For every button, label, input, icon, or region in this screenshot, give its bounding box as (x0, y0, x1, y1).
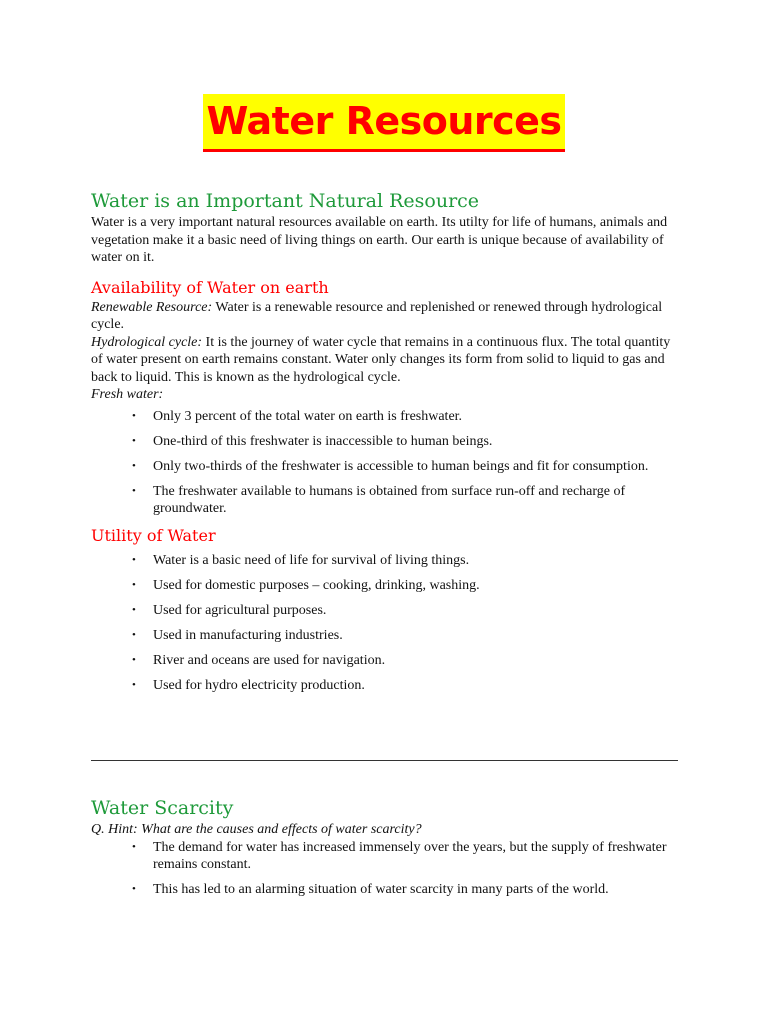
fresh-water-label: Fresh water: (91, 387, 164, 402)
section-heading-scarcity: Water Scarcity (91, 797, 234, 819)
bullet-icon: • (132, 579, 136, 591)
renewable-resource-text: Water is a renewable resource and replenished or renewed through hydrological cycle. (91, 299, 663, 332)
list-item: • Only two-thirds of the freshwater is accessible to human beings and fit for consumption. (132, 458, 649, 474)
section-paragraph-important-resource: Water is a very important natural resources available on earth. Its utilty for life of humans, animals and vegetation make it a basic need of living things on earth. Our earth is unique because of availability of water on it. (91, 215, 668, 265)
bullet-icon: • (132, 459, 136, 472)
renewable-resource-label: Renewable Resource: (91, 299, 213, 315)
list-item: • Only 3 percent of the total water on earth is freshwater. (132, 408, 463, 424)
bullet-icon: • (132, 629, 136, 641)
list-item: • River and oceans are used for navigation. (132, 653, 386, 668)
section-heading-availability: Availability of Water on earth (91, 277, 329, 297)
section-heading-important-resource: Water is an Important Natural Resource (91, 190, 480, 212)
list-item: • The demand for water has increased immensely over the years, but the supply of freshwater remains constant. (132, 839, 667, 872)
list-item: • One-third of this freshwater is inaccessible to human beings. (132, 433, 493, 449)
scarcity-list (91, 839, 681, 899)
utility-list (91, 552, 681, 695)
bullet-icon: • (132, 484, 136, 497)
bullet-icon: • (132, 434, 136, 447)
list-item: • Used for agricultural purposes. (132, 603, 327, 618)
section-heading-utility: Utility of Water (91, 526, 216, 545)
bullet-icon: • (132, 409, 136, 422)
bullet-icon: • (132, 554, 136, 566)
hydrological-cycle-paragraph (91, 334, 681, 387)
fresh-water-list (91, 408, 681, 518)
bullet-icon: • (132, 654, 136, 666)
hydrological-cycle-text: It is the journey of water cycle that remains in a continuous flux. The total quantity of water present on earth remains constant. Water only changes its form from solid to liquid to gas and back to liquid. This is known as the hydrological cycle. (91, 334, 671, 385)
list-item: • Used for domestic purposes – cooking, drinking, washing. (132, 578, 480, 593)
page-title: Water Resources (203, 94, 564, 152)
list-item: • Used for hydro electricity production. (132, 678, 365, 693)
title-container (0, 94, 768, 152)
horizontal-divider (91, 760, 678, 761)
renewable-resource-paragraph (91, 299, 681, 334)
list-item: • Used in manufacturing industries. (132, 628, 343, 643)
bullet-icon: • (132, 679, 136, 691)
hydrological-cycle-label: Hydrological cycle: (91, 334, 203, 350)
bullet-icon: • (132, 840, 136, 853)
main-content (91, 188, 681, 702)
list-item: • This has led to an alarming situation of water scarcity in many parts of the world. (132, 882, 609, 897)
list-item: • Water is a basic need of life for survival of living things. (132, 553, 470, 568)
bullet-icon: • (132, 883, 136, 895)
list-item: • The freshwater available to humans is obtained from surface run-off and recharge of groundwater. (132, 483, 626, 516)
scarcity-hint: Q. Hint: What are the causes and effects of water scarcity? (91, 822, 422, 837)
water-scarcity-section (91, 795, 681, 906)
bullet-icon: • (132, 604, 136, 616)
